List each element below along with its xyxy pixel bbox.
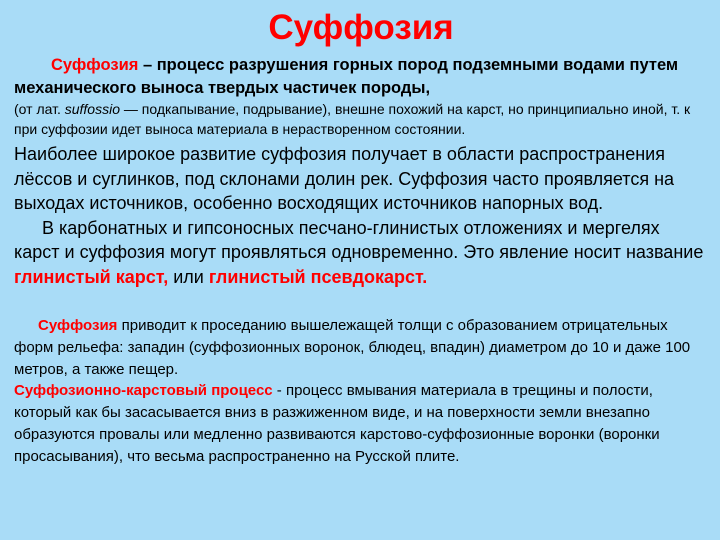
etymology-paragraph [14, 100, 708, 139]
etymology-prefix: (от лат. [14, 101, 65, 117]
clay-karst-paragraph [14, 216, 708, 290]
etymology-suffix: — подкапывание, подрывание), внешне похожий на карст, но принципиально иной, т. к при суффозии идет выноса материала в нерастворенном состоянии. [14, 101, 691, 137]
definition-text: – процесс разрушения горных пород подземными водами путем механического выноса твердых частичек породы, [14, 56, 679, 97]
clay-karst-conj: или [168, 266, 209, 287]
suffosion-karst-term: Суффозионно-карстовый процесс [14, 382, 273, 400]
etymology-latin: suffossio [64, 101, 120, 117]
suffosion-karst-text: - процесс вмывания материала в трещины и полости, который как бы засасывается вниз в разжиженном виде, и на поверхности земли внезапно образуются провалы или медленно развиваются карстово-суффозионные воронки (воронки просасывания), что весьма распространенно на Русской плите. [14, 382, 660, 465]
definition-term: Суффозия [51, 56, 139, 74]
slide-title: Суффозия [268, 8, 454, 47]
relief-term: Суффозия [38, 317, 118, 334]
distribution-paragraph: Наиболее широкое развитие суффозия получает в области распространения лёссов и суглинков, под склонами долин рек. Суффозия часто проявляется на выходах источников, особенно восходящих источников напорных вод. [14, 144, 675, 213]
relief-text: приводит к проседанию вышележащей толщи с образованием отрицательных форм рельефа: западин (суффозионных воронок, блюдец, впадин) диаметром до 10 и даже 100 метров, а также пещер. [14, 317, 691, 378]
clay-pseudokarst-term: глинистый псевдокарст. [208, 266, 428, 287]
definition-paragraph [14, 54, 708, 100]
relief-paragraph [14, 315, 708, 380]
clay-karst-term: глинистый карст, [14, 266, 169, 287]
clay-karst-text: В карбонатных и гипсоносных песчано-глинистых отложениях и мергелях карст и суффозия могут проявляться одновременно. Это явление носит название [14, 217, 704, 262]
suffosion-karst-paragraph [14, 380, 708, 467]
